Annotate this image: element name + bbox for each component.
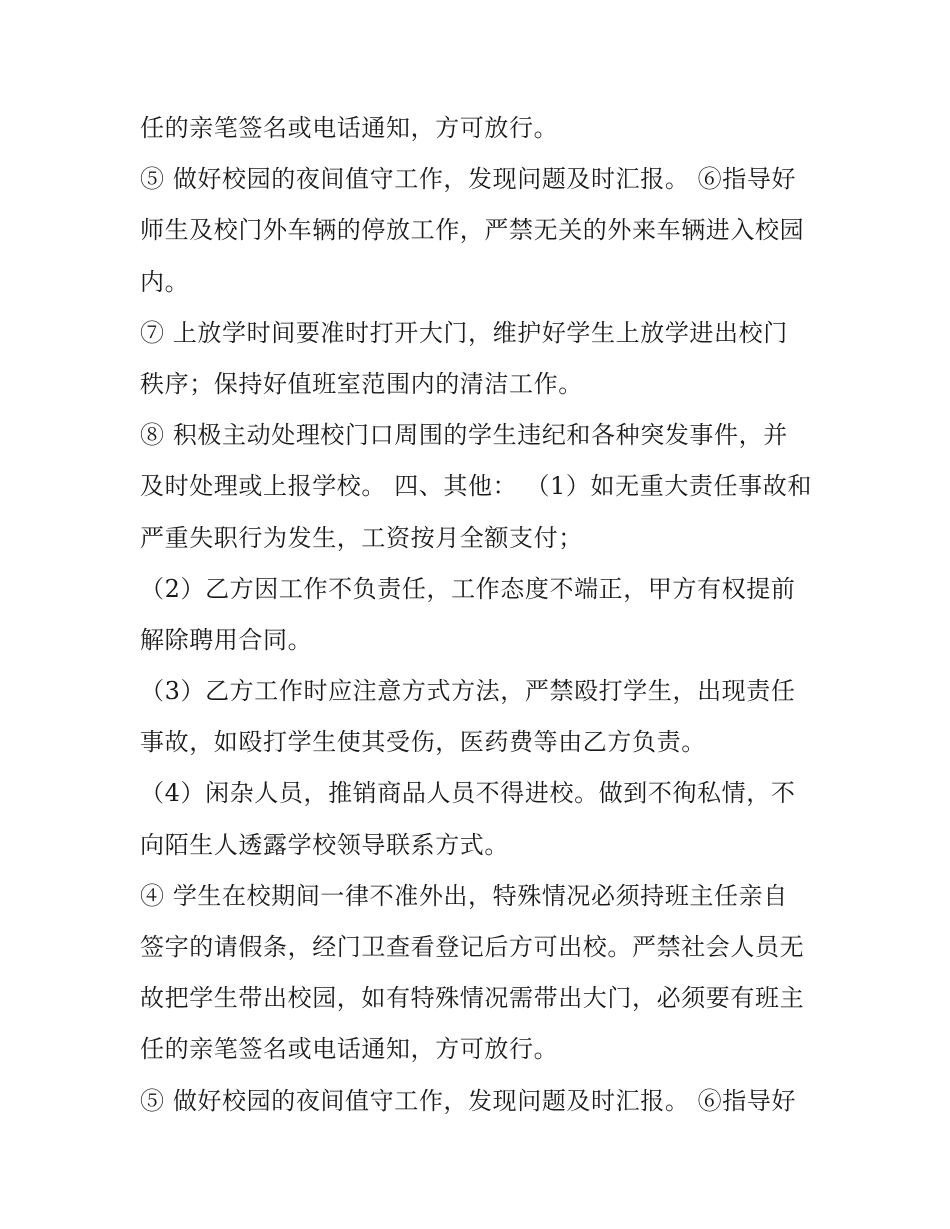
text-line: ④ 学生在校期间一律不准外出，特殊情况必须持班主任亲自 xyxy=(140,881,788,910)
text-line: 故把学生带出校园，如有特殊情况需带出大门，必须要有班主 xyxy=(140,984,805,1013)
text-line: 内。 xyxy=(140,267,190,296)
text-line: 严重失职行为发生，工资按月全额支付； xyxy=(140,523,583,552)
text-line: ⑤ 做好校园的夜间值守工作，发现问题及时汇报。 ⑥指导好 xyxy=(140,165,797,194)
text-line: ⑦ 上放学时间要准时打开大门，维护好学生上放学进出校门 xyxy=(140,318,788,347)
text-line: 事故，如殴打学生使其受伤，医药费等由乙方负责。 xyxy=(140,728,706,757)
text-line: 向陌生人透露学校领导联系方式。 xyxy=(140,830,509,859)
text-line: 签字的请假条，经门卫查看登记后方可出校。严禁社会人员无 xyxy=(140,933,805,961)
text-line: 任的亲笔签名或电话通知，方可放行。 xyxy=(140,114,559,142)
text-line: 任的亲笔签名或电话通知，方可放行。 xyxy=(140,1035,559,1064)
text-line: ⑤ 做好校园的夜间值守工作，发现问题及时汇报。 ⑥指导好 xyxy=(140,1086,797,1115)
text-line: ⑧ 积极主动处理校门口周围的学生违纪和各种突发事件，并 xyxy=(140,421,788,450)
text-line: （3）乙方工作时应注意方式方法，严禁殴打学生，出现责任 xyxy=(140,677,796,706)
text-line: 师生及校门外车辆的停放工作，严禁无关的外来车辆进入校园 xyxy=(140,216,805,245)
document-body xyxy=(140,103,830,1127)
text-line: 解除聘用合同。 xyxy=(140,625,313,654)
text-line: 秩序；保持好值班室范围内的清洁工作。 xyxy=(140,369,583,398)
text-line: 及时处理或上报学校。 四、其他： （1）如无重大责任事故和 xyxy=(140,472,812,501)
text-line: （2）乙方因工作不负责任，工作态度不端正，甲方有权提前 xyxy=(140,574,796,603)
text-line: （4）闲杂人员，推销商品人员不得进校。做到不徇私情，不 xyxy=(140,779,796,808)
